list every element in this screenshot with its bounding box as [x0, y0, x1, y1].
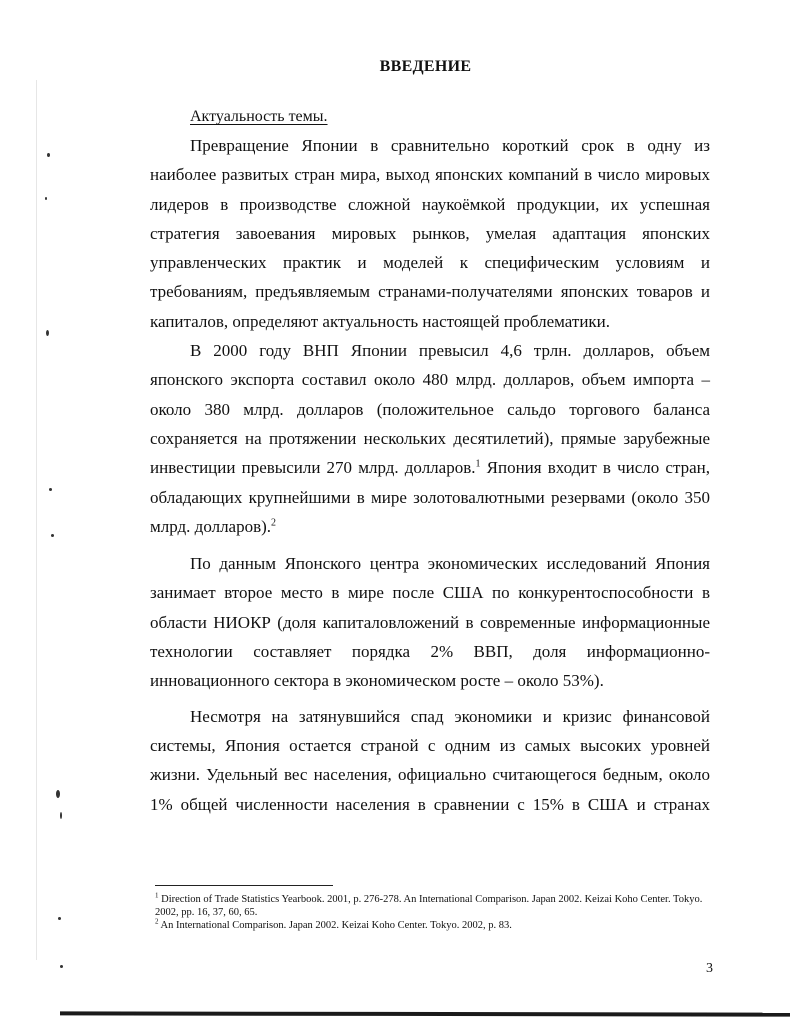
- footnote-ref-1[interactable]: 1: [475, 458, 481, 470]
- footnote-1-mark: 1: [155, 891, 159, 900]
- scan-bottom-edge: [60, 1011, 790, 1016]
- body-text: [150, 131, 710, 819]
- footnote-2: [155, 919, 715, 932]
- footnote-2-mark: 2: [155, 917, 159, 926]
- paragraph-2-part-1: В 2000 году ВНП Японии превысил 4,6 трлн. долларов, объем японского экспорта составил около 480 млрд. долларов, объем импорта – около 380 млрд. долларов (положительное сальдо торгового баланса сохраняется на протяжении нескольких десятилетий), прямые зарубежные инвестиции превысили 270 млрд. долларов.: [150, 341, 710, 478]
- scan-speck: [60, 965, 63, 968]
- scan-speck: [60, 812, 62, 819]
- scan-speck: [45, 197, 47, 200]
- footnote-ref-2[interactable]: 2: [271, 517, 277, 529]
- scan-speck: [47, 153, 50, 157]
- page-number: 3: [706, 961, 713, 976]
- scan-speck: [51, 534, 54, 537]
- footnote-2-text: An International Comparison. Japan 2002. Keizai Koho Center. Tokyo. 2002, p. 83.: [158, 920, 512, 931]
- scan-margin-line: [36, 80, 37, 960]
- footnote-1-text: Direction of Trade Statistics Yearbook. 2001, p. 276-278. An International Comparison. Japan 2002. Keizai Koho Center. Tokyo. 2002, pp. 16, 37, 60, 65.: [155, 894, 703, 918]
- scan-speck: [58, 917, 61, 920]
- paragraph-3: По данным Японского центра экономических исследований Япония занимает второе место в мире после США по конкурентоспособности в области НИОКР (доля капиталовложений в современные информационные технологии составляет порядка 2% ВВП, доля информационно-инновационного сектора в экономическом росте – около 53%).: [150, 554, 710, 691]
- paragraph-2: [150, 336, 710, 541]
- section-subheading: Актуальность темы.: [190, 108, 328, 125]
- paragraph-4: Несмотря на затянувшийся спад экономики и кризис финансовой системы, Япония остается страной с одним из самых высоких уровней жизни. Удельный вес населения, официально считающегося бедным, около 1% общей численности населения в сравнении с 15% в США и странах: [150, 706, 710, 814]
- scan-speck: [46, 330, 49, 336]
- scan-speck: [49, 488, 52, 491]
- paragraph-1: Превращение Японии в сравнительно короткий срок в одну из наиболее развитых стран мира, выход японских компаний в число мировых лидеров в производстве сложной наукоёмкой продукции, их успешная стратегия завоевания мировых рынков, умелая адаптация японских управленческих практик и моделей к специфическим условиям и требованиям, предъявляемым странами-получателями японских товаров и капиталов, определяют актуальность настоящей проблематики.: [150, 136, 710, 331]
- page-title: ВВЕДЕНИЕ: [379, 58, 472, 75]
- scan-speck: [56, 790, 60, 798]
- footnotes: [155, 893, 715, 932]
- footnote-divider: [155, 885, 333, 886]
- paragraph-2-part-2: Япония входит в число стран, обладающих крупнейшими в мире золотовалютными резервами (около 350 млрд. долларов).: [150, 458, 711, 536]
- footnote-1: [155, 893, 715, 919]
